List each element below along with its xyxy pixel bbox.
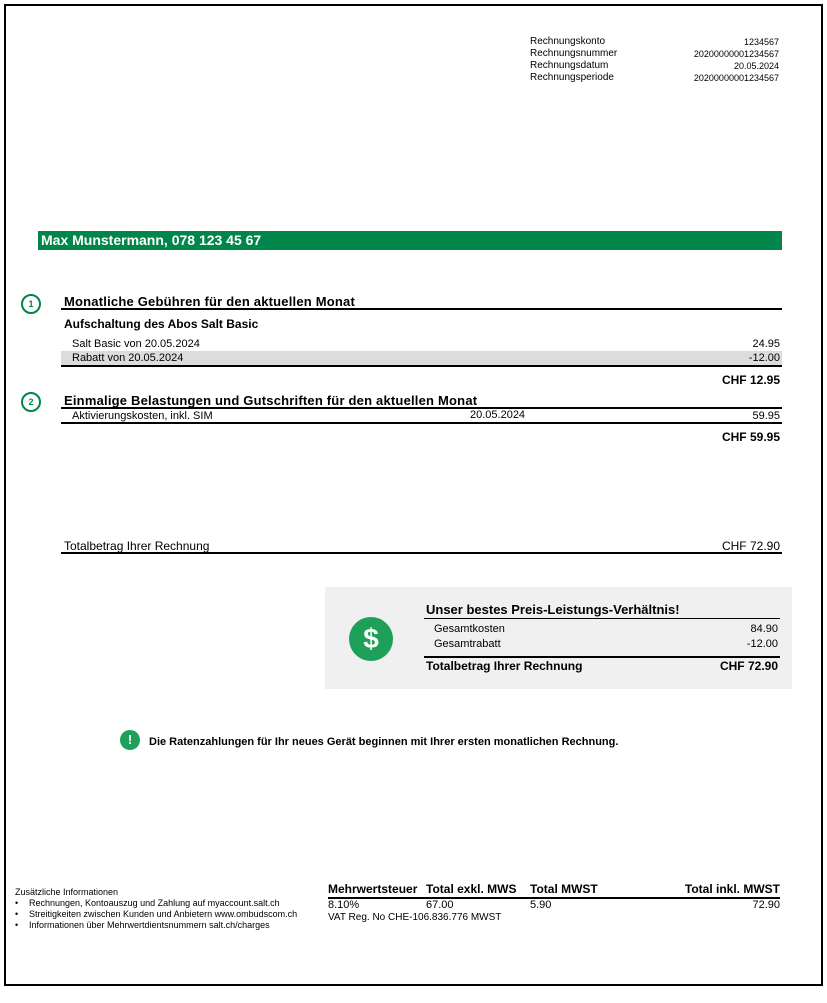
section-1-item: Rabatt von 20.05.2024 -12.00 — [61, 351, 782, 365]
invoice-meta — [530, 36, 779, 84]
list-item: • Rechnungen, Kontoauszug und Zahlung auf myaccount.salt.ch — [15, 898, 315, 909]
vat-header-row: Mehrwertsteuer Total exkl. MWS Total MWST Total inkl. MWST — [328, 882, 780, 899]
section-2-item: Aktivierungskosten, inkl. SIM 59.95 — [72, 410, 780, 422]
meta-row-date: Rechnungsdatum 20.05.2024 — [530, 60, 779, 71]
meta-row-number: Rechnungsnummer 20200000001234567 — [530, 48, 779, 59]
section-2-title: Einmalige Belastungen und Gutschriften für den aktuellen Monat — [64, 393, 478, 408]
section-2-total: CHF 59.95 — [721, 430, 780, 444]
additional-info-list — [15, 898, 315, 931]
section-1-title: Monatliche Gebühren für den aktuellen Monat — [64, 294, 356, 309]
value-box-row: Gesamtkosten 84.90 — [434, 623, 778, 635]
grand-total-rule — [61, 552, 782, 554]
vat-table — [328, 882, 780, 923]
meta-row-account: Rechnungskonto 1234567 — [530, 36, 779, 47]
section-1-total-rule — [61, 365, 782, 367]
section-1-subtitle: Aufschaltung des Abos Salt Basic — [64, 317, 259, 331]
list-item: • Streitigkeiten zwischen Kunden und Anbietern www.ombudscom.ch — [15, 909, 315, 920]
section-2-item-date: 20.05.2024 — [470, 409, 526, 421]
value-box-row: Gesamtrabatt -12.00 — [434, 638, 778, 650]
section-2-number-icon: 2 — [21, 392, 41, 412]
dollar-icon: $ — [349, 617, 393, 661]
section-1-number-icon: 1 — [21, 294, 41, 314]
section-1-item: Salt Basic von 20.05.2024 24.95 — [72, 338, 780, 350]
grand-total-row: Totalbetrag Ihrer Rechnung CHF 72.90 — [64, 539, 780, 553]
installment-notice: Die Ratenzahlungen für Ihr neues Gerät beginnen mit Ihrer ersten monatlichen Rechnung. — [149, 736, 619, 748]
customer-banner: Max Munstermann, 078 123 45 67 — [38, 231, 782, 250]
section-1-rule — [61, 308, 782, 310]
value-box-total: Totalbetrag Ihrer Rechnung CHF 72.90 — [426, 659, 778, 673]
value-box-total-rule — [424, 656, 780, 658]
value-box-title: Unser bestes Preis-Leistungs-Verhältnis! — [426, 602, 680, 617]
invoice-page — [4, 4, 823, 986]
section-1-total: CHF 12.95 — [721, 373, 780, 387]
section-2-total-rule — [61, 422, 782, 424]
additional-info — [15, 887, 315, 931]
vat-reg-number: VAT Reg. No CHE-106.836.776 MWST — [328, 912, 502, 923]
value-box — [325, 587, 792, 689]
additional-info-title: Zusätzliche Informationen — [15, 887, 119, 897]
meta-row-period: Rechnungsperiode 20200000001234567 — [530, 72, 779, 83]
list-item: • Informationen über Mehrwertdientsnummern salt.ch/charges — [15, 920, 315, 931]
exclamation-icon: ! — [120, 730, 140, 750]
vat-data-row: 8.10% 67.00 5.90 72.90 — [328, 899, 780, 911]
value-box-rule — [424, 618, 780, 619]
